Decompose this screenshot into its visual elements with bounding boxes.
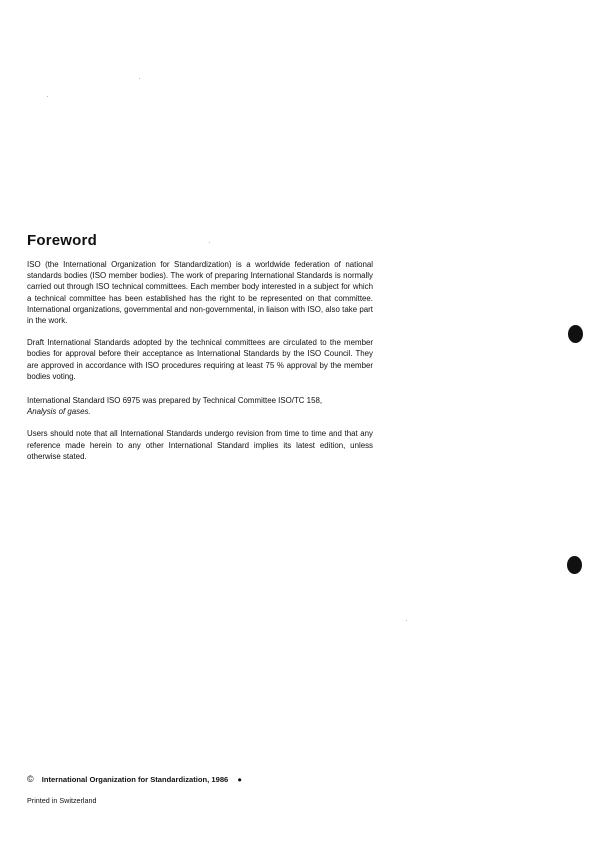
foreword-body bbox=[27, 259, 373, 473]
printed-location: Printed in Switzerland bbox=[27, 796, 97, 805]
scan-speck bbox=[209, 242, 210, 243]
scan-speck bbox=[139, 78, 140, 79]
copyright-line bbox=[27, 774, 242, 784]
scan-speck bbox=[47, 96, 48, 97]
copyright-text: International Organization for Standardization, 1986 bbox=[41, 775, 229, 784]
punch-hole-icon bbox=[568, 325, 583, 343]
copyright-icon: © bbox=[27, 774, 34, 784]
scan-speck bbox=[406, 620, 407, 621]
paragraph-iso-intro: ISO (the International Organization for Standardization) is a worldwide federation of national standards bodies (ISO member bodies). The work of preparing International Standards is normally carried out through ISO technical committees. Each member body interested in a subject for which a technical committee has been established has the right to be represented on that committee. International organizations, governmental and non-governmental, in liaison with ISO, also take part in the work. bbox=[27, 260, 373, 326]
bullet-icon: ● bbox=[237, 775, 242, 784]
committee-title: Analysis of gases. bbox=[27, 407, 91, 417]
punch-hole-icon bbox=[567, 556, 582, 574]
paragraph-draft-standards: Draft International Standards adopted by the technical committees are circulated to the member bodies for approval before their acceptance as International Standards by the ISO Council. They are approved in accordance with ISO procedures requiring at least 75 % approval by the member bodies voting. bbox=[27, 338, 373, 381]
paragraph-committee bbox=[27, 395, 373, 417]
committee-sentence: International Standard ISO 6975 was prepared by Technical Committee ISO/TC 158, bbox=[27, 396, 323, 406]
paragraph-users-note: Users should note that all International Standards undergo revision from time to time and that any reference made herein to any other International Standard implies its latest edition, unless otherwise stated. bbox=[27, 429, 373, 461]
foreword-heading: Foreword bbox=[27, 232, 97, 249]
